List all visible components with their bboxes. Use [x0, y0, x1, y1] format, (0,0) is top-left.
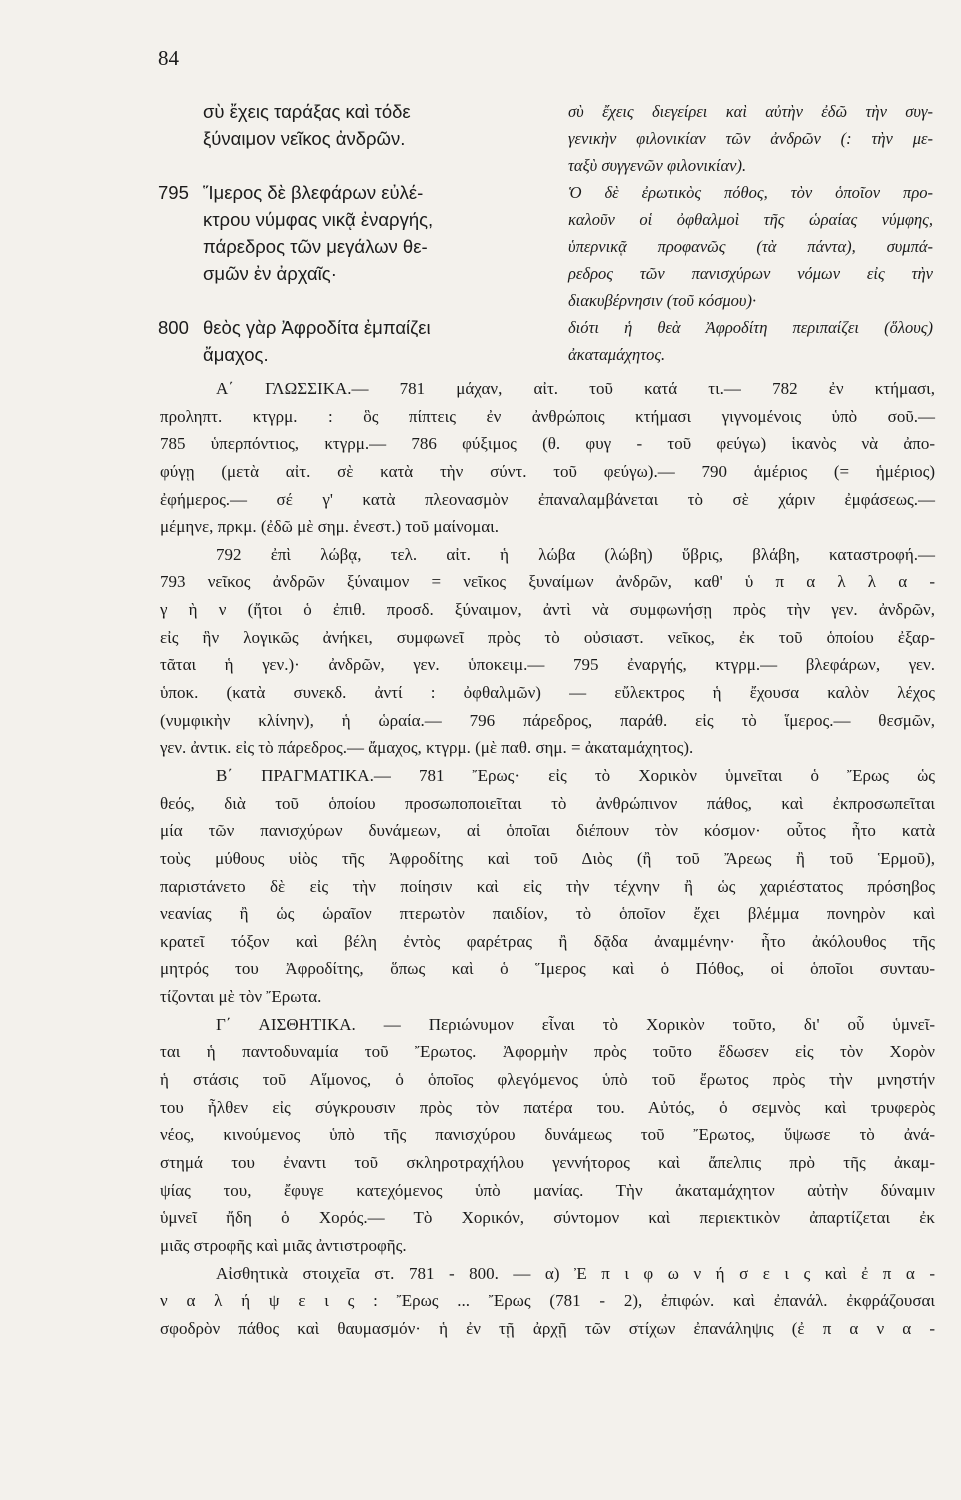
- commentary-line: ὑποκ. (κατὰ συνεκδ. ἀντί : ὀφθαλμῶν) — εὔλεκτρος ἡ ἔχουσα καλὸν λέχος: [160, 683, 935, 703]
- verse-text: Ἵμερος δὲ βλεφάρων εὐλέ-: [203, 182, 424, 203]
- commentary-line: του ἦλθεν εἰς σύγκρουσιν πρὸς τὸν πατέρα του. Αὐτός, ὁ σεμνὸς καὶ τρυφερὸς: [160, 1097, 935, 1117]
- translation-line: διακυβέρνησιν (τοῦ κόσμου)·: [568, 291, 757, 310]
- commentary-line: ἡ στάσις τοῦ Αἵμονος, ὁ ὁποῖος φλεγόμενος ὑπὸ τοῦ ἔρωτος πρὸς τὴν μνηστήν: [160, 1070, 935, 1090]
- commentary-line: εἰς ἣν λογικῶς ἀνήκει, συμφωνεῖ πρὸς τὸ οὐσιαστ. νεῖκος, ἐκ τοῦ ὁποίου ἐξαρ-: [160, 627, 935, 647]
- translation-line: ταξὺ συγγενῶν φιλονικίαν).: [568, 156, 747, 175]
- commentary-line: παριστάνετο δὲ εἰς τὴν ποίησιν καὶ εἰς τὴν τέχνην ἢ ὡς χαριέστατος πρόσηβος: [160, 876, 935, 896]
- commentary-line: κρατεῖ τόξον καὶ βέλη ἐντὸς φαρέτρας ἢ δᾷδα ἀναμμένην· ἦτο ἀκόλουθος τῆς: [160, 931, 935, 951]
- pragmatika-heading-line: Β΄ ΠΡΑΓΜΑΤΙΚΑ.— 781 Ἔρως· εἰς τὸ Χορικὸν ὑμνεῖται ὁ Ἔρως ὡς: [216, 765, 935, 785]
- commentary-line: τίζονται μὲ τὸν Ἔρωτα.: [160, 987, 322, 1007]
- verse-text: πάρεδρος τῶν μεγάλων θε-: [203, 236, 428, 257]
- commentary-line: θεός, διὰ τοῦ ὁποίου προσωποποιεῖται τὸ ἀνθρώπινον πάθος, καὶ ἐκπροσωπεῖται: [160, 793, 935, 813]
- commentary-line: 792 ἐπὶ λώβᾳ, τελ. αἰτ. ἡ λώβα (λώβη) ὕβρις, βλάβη, καταστροφή.—: [216, 544, 935, 564]
- translation-line: ρεδρος τῶν πανισχύρων νόμων εἰς τὴν: [568, 264, 933, 283]
- verse-text: κτρου νύμφας νικᾷ ἐναργής,: [203, 209, 434, 230]
- verse-text: σμῶν ἐν ἀρχαῖς·: [203, 263, 337, 284]
- commentary-line: φύγῃ (μετὰ αἰτ. σὲ κατὰ τὴν σύντ. τοῦ φεύγω).— 790 ἁμέριος (= ἡμέριος): [160, 461, 935, 481]
- translation-line: ἀκαταμάχητος.: [568, 345, 666, 364]
- commentary-line: ψίας του, ἔφυγε κατεχόμενος ὑπὸ μανίας. Τὴν ἀκαταμάχητον αὐτὴν δύναμιν: [160, 1180, 935, 1200]
- translation-line: καλοῦν οἱ ὀφθαλμοὶ τῆς ὡραίας νύμφης,: [568, 210, 933, 229]
- translation-line: διότι ἡ θεὰ Ἀφροδίτη περιπαίζει (ὅλους): [568, 318, 933, 337]
- page-number: 84: [158, 46, 179, 70]
- commentary-line: 793 νεῖκος ἀνδρῶν ξύναιμον = νεῖκος ξυναίμων ἀνδρῶν, καθ' ὑ π α λ λ α -: [160, 572, 935, 592]
- verse-text: σὺ ἔχεις ταράξας καὶ τόδε: [203, 101, 411, 122]
- verse-line: [158, 98, 538, 125]
- verse-text: ἄμαχος.: [203, 344, 269, 365]
- verse-line: [158, 179, 538, 206]
- translation-line: ὑπερνικᾷ προφανῶς (τὰ πάντα), συμπά-: [568, 237, 933, 256]
- commentary-line: (νυμφικὴν κλίνην), ἡ ὡραία.— 796 πάρεδρος, παράθ. εἰς τὸ ἵμερος.— θεσμῶν,: [160, 710, 935, 730]
- verse-line: [158, 233, 538, 260]
- verse-line: [158, 260, 538, 287]
- commentary-line: γ ὴ ν (ἤτοι ὁ ἐπιθ. προσδ. ξύναιμον, ἀντὶ νὰ συμφωνήσῃ πρὸς τὴν γεν. ἀνδρῶν,: [160, 600, 935, 620]
- commentary-line: νεανίας ἢ ὡς ὡραῖον πτερωτὸν παιδίον, τὸ ὁποῖον ἔχει βλέμμα πονηρὸν καὶ: [160, 904, 935, 924]
- translation-line: Ὁ δὲ ἐρωτικὸς πόθος, τὸν ὁποῖον προ-: [568, 183, 933, 202]
- verse-line: [158, 152, 538, 179]
- verse-text: θεὸς γὰρ Ἀφροδίτα ἐμπαίζει: [203, 317, 431, 338]
- greek-verse-text: [158, 98, 538, 368]
- verse-text: ξύναιμον νεῖκος ἀνδρῶν.: [203, 128, 406, 149]
- translation-line: γενικὴν φιλονικίαν τῶν ἀνδρῶν (: τὴν με-: [568, 129, 933, 148]
- commentary-line: ἐφήμερος.— σέ γ' κατὰ πλεονασμὸν ἐπαναλαμβάνεται τὸ σὲ χάριν ἐμφάσεως.—: [160, 489, 935, 509]
- commentary-line: μέμηνε, πρκμ. (ἐδῶ μὲ σημ. ἐνεστ.) τοῦ μαίνομαι.: [160, 517, 499, 537]
- verse-line: [158, 287, 538, 314]
- aesthetic-elements-heading-line: Αἰσθητικὰ στοιχεῖα στ. 781 - 800. — α) Ἐ π ι φ ω ν ή σ ε ι ς καὶ ἐ π α -: [216, 1263, 935, 1283]
- commentary-line: ται ἡ παντοδυναμία τοῦ Ἔρωτος. Ἀφορμὴν πρὸς τοῦτο ἔδωσεν εἰς τὸν Χορὸν: [160, 1042, 935, 1062]
- commentary-line: τοὺς μύθους υἱὸς τῆς Ἀφροδίτης καὶ τοῦ Διὸς (ἢ τοῦ Ἄρεως ἢ τοῦ Ἑρμοῦ),: [160, 848, 935, 868]
- glossika-heading-line: Α΄ ΓΛΩΣΣΙΚΑ.— 781 μάχαν, αἰτ. τοῦ κατά τι.— 782 ἐν κτήμασι,: [216, 379, 935, 398]
- translation-line: σὺ ἔχεις διεγείρει καὶ αὐτὴν ἐδῶ τὴν συγ-: [568, 102, 933, 121]
- commentary-line: τᾶται ἡ γεν.)· ἀνδρῶν, γεν. ὑποκειμ.— 795 ἐναργής, κτγρμ.— βλεφάρων, γεν.: [160, 655, 935, 675]
- commentary-line: γεν. ἀντικ. εἰς τὸ πάρεδρος.— ἄμαχος, κτγρμ. (μὲ παθ. σημ. = ἀκαταμάχητος).: [160, 738, 694, 758]
- verse-line: [158, 314, 538, 341]
- verse-line: [158, 206, 538, 233]
- commentary-line: μία τῶν πανισχύρων δυνάμεων, αἱ ὁποῖαι διέπουν τὸν κόσμον· οὗτος ἦτο κατὰ: [160, 821, 935, 841]
- commentary-line: ν α λ ή ψ ε ι ς : Ἔρως ... Ἔρως (781 - 2), ἐπιφών. καὶ ἐπανάλ. ἐκφράζουσαι: [160, 1291, 935, 1311]
- commentary-line: 785 ὑπερπόντιος, κτγρμ.— 786 φύξιμος (θ. φυγ - τοῦ φεύγω) ἱκανὸς νὰ ἀπο-: [160, 434, 935, 454]
- line-number: 800: [158, 317, 189, 338]
- commentary-line: ὑμνεῖ ἤδη ὁ Χορός.— Τὸ Χορικόν, σύντομον καὶ περιεκτικὸν ἀπαρτίζεται ἐκ: [160, 1208, 935, 1228]
- commentary-line: μητρός του Ἀφροδίτης, ὅπως καὶ ὁ Ἵμερος καὶ ὁ Πόθος, οἱ ὁποῖοι συνταυ-: [160, 959, 935, 979]
- commentary-line: προληπτ. κτγρμ. : ὃς πίπτεις ἐν ἀνθρώποις κτήμασι γιγνομένοις ὑπὸ σοῦ.—: [160, 406, 935, 426]
- verse-line: [158, 341, 538, 368]
- commentary-line: μιᾶς στροφῆς καὶ μιᾶς ἀντιστροφῆς.: [160, 1235, 407, 1255]
- verse-line: [158, 125, 538, 152]
- modern-translation: [568, 98, 933, 368]
- commentary-line: νέος, κινούμενος ὑπὸ τῆς πανισχύρου δυνάμεως τοῦ Ἔρωτος, ὕψωσε τὸ ἀνά-: [160, 1125, 935, 1145]
- commentary-line: στημά του ἐναντι τοῦ σκληροτραχήλου γεννήτορος καὶ ἄπελπις πρὸ τῆς ἀκαμ-: [160, 1152, 935, 1172]
- commentary-line: σφοδρὸν πάθος καὶ θαυμασμόν· ἡ ἐν τῇ ἀρχῇ τῶν στίχων ἐπανάληψις (ἐ π α ν α -: [160, 1318, 935, 1338]
- aisthitika-heading-line: Γ΄ ΑΙΣΘΗΤΙΚΑ. — Περιώνυμον εἶναι τὸ Χορικὸν τοῦτο, δι' οὗ ὑμνεῖ-: [216, 1014, 935, 1034]
- line-number: 795: [158, 182, 189, 203]
- commentary-section: [160, 375, 935, 1342]
